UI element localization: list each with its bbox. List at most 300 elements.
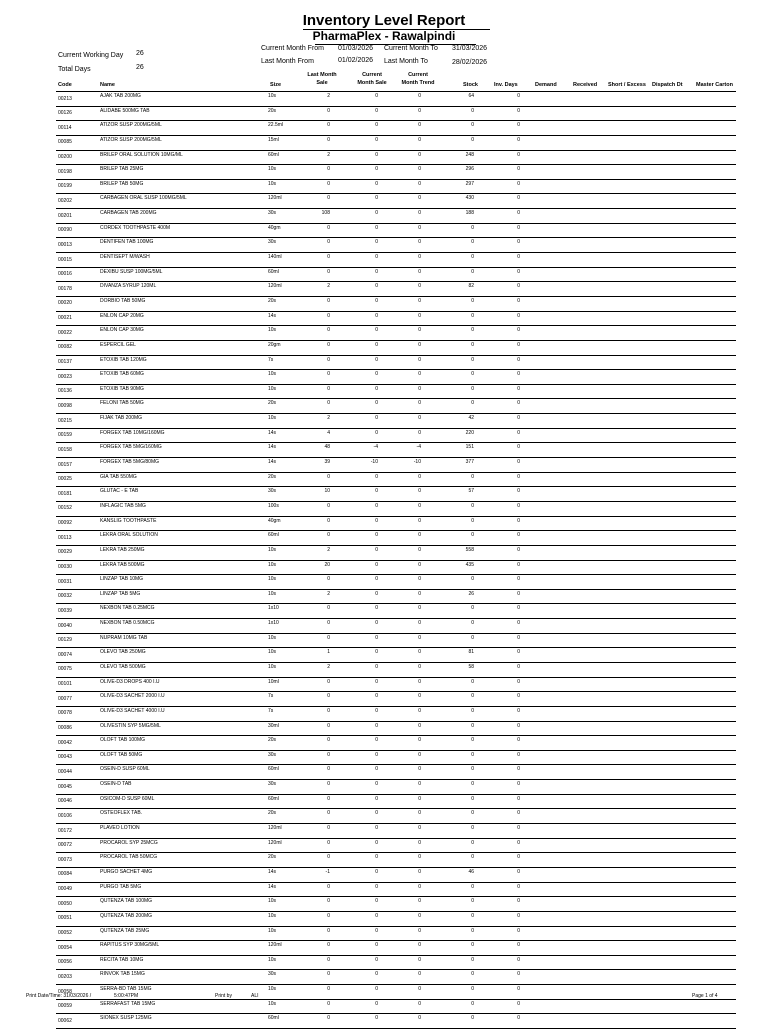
cell-size: 14s [268, 883, 277, 890]
cell-last-month-sale: 0 [327, 517, 330, 524]
cell-current-month-sale: 0 [375, 385, 378, 392]
cell-code: 00200 [58, 154, 72, 161]
cell-last-month-sale: 0 [327, 971, 330, 978]
cell-size: 140ml [268, 254, 282, 261]
table-row [56, 502, 736, 517]
cell-stock: 0 [471, 898, 474, 905]
cell-size: 100s [268, 502, 279, 509]
cell-inv-days: 0 [517, 576, 520, 583]
col-name: Name [100, 82, 115, 88]
cell-inv-days: 0 [517, 283, 520, 290]
cell-last-month-sale: 2 [327, 93, 330, 99]
cell-name: KANSLIG TOOTHPASTE [100, 517, 157, 524]
cell-current-month-trend: 0 [418, 634, 421, 641]
page-number: Page 1 of 4 [692, 993, 718, 999]
cell-last-month-sale: 108 [321, 210, 330, 217]
cell-last-month-sale: 0 [327, 839, 330, 846]
table-row [56, 312, 736, 327]
table-row [56, 473, 736, 488]
cell-code: 00082 [58, 344, 72, 351]
cell-size: 120ml [268, 942, 282, 949]
cell-name: QUTENZA TAB 200MG [100, 912, 153, 919]
cell-code: 00159 [58, 432, 72, 439]
cell-last-month-sale: 0 [327, 180, 330, 187]
cell-current-month-sale: 0 [375, 751, 378, 758]
table-row [56, 795, 736, 810]
cell-stock: 46 [468, 868, 474, 875]
cell-last-month-sale: 0 [327, 224, 330, 231]
cell-current-month-trend: 0 [418, 810, 421, 817]
cell-size: 10s [268, 576, 277, 583]
cell-current-month-trend: 0 [418, 151, 421, 158]
table-row [56, 619, 736, 634]
cell-current-month-sale: 0 [375, 942, 378, 949]
cell-code: 00015 [58, 256, 72, 263]
cell-current-month-trend: 0 [418, 136, 421, 143]
cell-size: 10s [268, 590, 277, 597]
cell-last-month-sale: 0 [327, 751, 330, 758]
cell-current-month-sale: 0 [375, 839, 378, 846]
cell-size: 30s [268, 239, 277, 246]
print-date-label: Print Date/Time: 31/03/2026 / [26, 993, 92, 999]
table-row [56, 985, 736, 1000]
cell-code: 00213 [58, 95, 72, 102]
cell-current-month-sale: 0 [375, 239, 378, 246]
cell-size: 60ml [268, 1015, 279, 1022]
cell-current-month-trend: 0 [418, 971, 421, 978]
cell-code: 00090 [58, 227, 72, 234]
cell-name: FIJAK TAB 200MG [100, 415, 143, 422]
cell-name: BRILEP TAB 25MG [100, 166, 144, 173]
cell-last-month-sale: 0 [327, 722, 330, 729]
cell-stock: 0 [471, 825, 474, 832]
cell-stock: 0 [471, 107, 474, 114]
cell-last-month-sale: 0 [327, 254, 330, 261]
table-row [56, 151, 736, 166]
cell-inv-days: 0 [517, 854, 520, 861]
cell-inv-days: 0 [517, 678, 520, 685]
table-row [56, 561, 736, 576]
cell-code: 00136 [58, 388, 72, 395]
cell-name: FORGEX TAB 10MG/160MG [100, 429, 165, 436]
cell-inv-days: 0 [517, 122, 520, 129]
cell-name: OLIVESTIN SYP 5MG/5ML [100, 722, 161, 729]
cell-current-month-sale: 0 [375, 107, 378, 114]
cell-inv-days: 0 [517, 561, 520, 568]
cell-stock: 0 [471, 327, 474, 334]
cell-stock: 0 [471, 224, 474, 231]
col-current-month-sale-1: Current [362, 72, 382, 78]
cell-current-month-trend: 0 [418, 986, 421, 993]
cell-inv-days: 0 [517, 107, 520, 114]
cell-stock: 0 [471, 517, 474, 524]
cell-code: 00046 [58, 798, 72, 805]
cell-stock: 0 [471, 136, 474, 143]
cell-code: 00199 [58, 183, 72, 190]
cell-inv-days: 0 [517, 400, 520, 407]
cell-code: 00098 [58, 402, 72, 409]
cell-current-month-sale: 0 [375, 766, 378, 773]
cell-stock: 0 [471, 634, 474, 641]
cell-code: 00101 [58, 681, 72, 688]
cell-size: 10s [268, 180, 277, 187]
cell-current-month-trend: 0 [418, 341, 421, 348]
cell-code: 00062 [58, 1017, 72, 1024]
cell-current-month-trend: 0 [418, 883, 421, 890]
cell-name: OLOFT TAB 50MG [100, 751, 143, 758]
cell-last-month-sale: 0 [327, 327, 330, 334]
cell-current-month-sale: 0 [375, 224, 378, 231]
cell-name: LINZAP TAB 10MG [100, 576, 144, 583]
current-month-to-value: 31/03/2026 [452, 45, 488, 52]
cell-inv-days: 0 [517, 210, 520, 217]
cell-size: 10s [268, 166, 277, 173]
cell-current-month-trend: 0 [418, 122, 421, 129]
cell-name: PURGO TAB 5MG [100, 883, 142, 890]
cell-name: LINZAP TAB 5MG [100, 590, 141, 597]
cell-name: DEXIBU SUSP 100MG/5ML [100, 268, 163, 275]
cell-stock: 0 [471, 576, 474, 583]
cell-name: OSEIN-D SUSP 60ML [100, 766, 150, 773]
cell-current-month-sale: 0 [375, 283, 378, 290]
cell-inv-days: 0 [517, 517, 520, 524]
cell-code: 00203 [58, 973, 72, 980]
table-row [56, 282, 736, 297]
cell-code: 00016 [58, 271, 72, 278]
cell-name: FELONI TAB 50MG [100, 400, 144, 407]
cell-last-month-sale: 0 [327, 532, 330, 539]
last-month-to-value: 28/02/2026 [452, 59, 488, 66]
table-row [56, 839, 736, 854]
cell-code: 00126 [58, 110, 72, 117]
cell-stock: 558 [465, 546, 474, 553]
cell-last-month-sale: 0 [327, 371, 330, 378]
table-row [56, 399, 736, 414]
cell-name: NUPRAM 10MG TAB [100, 634, 148, 641]
cell-name: ENLON CAP 30MG [100, 327, 144, 334]
cell-last-month-sale: 0 [327, 1015, 330, 1022]
cell-stock: 0 [471, 971, 474, 978]
cell-size: 1x10 [268, 605, 279, 612]
table-row [56, 487, 736, 502]
cell-current-month-trend: 0 [418, 854, 421, 861]
cell-inv-days: 0 [517, 268, 520, 275]
cell-current-month-sale: 0 [375, 605, 378, 612]
cell-current-month-trend: 0 [418, 605, 421, 612]
cell-stock: 0 [471, 532, 474, 539]
cell-current-month-sale: 0 [375, 854, 378, 861]
cell-code: 00058 [58, 988, 72, 995]
cell-current-month-sale: 0 [375, 268, 378, 275]
cell-current-month-sale: 0 [375, 429, 378, 436]
cell-code: 00181 [58, 490, 72, 497]
cell-current-month-trend: 0 [418, 429, 421, 436]
cell-inv-days: 0 [517, 546, 520, 553]
cell-stock: 0 [471, 707, 474, 714]
cell-size: 14s [268, 312, 277, 319]
cell-last-month-sale: 2 [327, 151, 330, 158]
inventory-table-body [0, 92, 768, 1029]
cell-current-month-sale: 0 [375, 1000, 378, 1007]
cell-name: LEKRA ORAL SOLUTION [100, 532, 158, 539]
cell-inv-days: 0 [517, 634, 520, 641]
table-row [56, 736, 736, 751]
cell-current-month-sale: 0 [375, 898, 378, 905]
col-master-carton: Master Carton [696, 82, 733, 88]
cell-inv-days: 0 [517, 136, 520, 143]
table-row [56, 194, 736, 209]
cell-code: 00042 [58, 739, 72, 746]
cell-current-month-sale: 0 [375, 517, 378, 524]
table-row [56, 648, 736, 663]
cell-size: 60ml [268, 268, 279, 275]
cell-inv-days: 0 [517, 1015, 520, 1022]
table-row [56, 121, 736, 136]
last-month-to-label: Last Month To [384, 58, 428, 65]
cell-stock: 0 [471, 883, 474, 890]
cell-name: PROCAROL SYP 25MCG [100, 839, 158, 846]
cell-size: 120ml [268, 825, 282, 832]
cell-size: 20s [268, 400, 277, 407]
cell-size: 30s [268, 781, 277, 788]
cell-size: 10s [268, 371, 277, 378]
cell-name: AJAK TAB 200MG [100, 93, 141, 99]
cell-name: QUTENZA TAB 25MG [100, 927, 150, 934]
cell-size: 120ml [268, 195, 282, 202]
cell-size: 20s [268, 810, 277, 817]
col-received: Received [573, 82, 598, 88]
cell-current-month-trend: 0 [418, 488, 421, 495]
cell-inv-days: 0 [517, 649, 520, 656]
cell-size: 10s [268, 634, 277, 641]
cell-last-month-sale: 0 [327, 883, 330, 890]
table-row [56, 707, 736, 722]
cell-stock: 0 [471, 297, 474, 304]
cell-stock: 435 [465, 561, 474, 568]
cell-inv-days: 0 [517, 1000, 520, 1007]
cell-inv-days: 0 [517, 502, 520, 509]
cell-name: OSICOM-D SUSP 60ML [100, 795, 155, 802]
cell-code: 00086 [58, 725, 72, 732]
cell-stock: 0 [471, 678, 474, 685]
cell-last-month-sale: 1 [327, 649, 330, 656]
table-row [56, 780, 736, 795]
cell-code: 00054 [58, 944, 72, 951]
total-days-label: Total Days [58, 66, 91, 73]
cell-name: GIA TAB 550MG [100, 473, 137, 480]
cell-inv-days: 0 [517, 693, 520, 700]
cell-size: 10s [268, 546, 277, 553]
cell-inv-days: 0 [517, 371, 520, 378]
cell-name: RINVOK TAB 15MG [100, 971, 145, 978]
cell-code: 00031 [58, 578, 72, 585]
cell-inv-days: 0 [517, 620, 520, 627]
cell-current-month-trend: 0 [418, 400, 421, 407]
cell-size: 22.5ml [268, 122, 284, 129]
cell-current-month-trend: -4 [416, 444, 421, 451]
cell-current-month-sale: 0 [375, 722, 378, 729]
cell-size: 10s [268, 956, 277, 963]
cell-current-month-trend: 0 [418, 502, 421, 509]
cell-current-month-sale: 0 [375, 590, 378, 597]
last-month-from-value: 01/02/2026 [338, 57, 374, 64]
cell-code: 00129 [58, 637, 72, 644]
cell-current-month-trend: 0 [418, 663, 421, 670]
last-month-from-label: Last Month From [261, 58, 314, 65]
cell-inv-days: 0 [517, 532, 520, 539]
cell-current-month-sale: 0 [375, 1015, 378, 1022]
cell-inv-days: 0 [517, 751, 520, 758]
cell-current-month-trend: 0 [418, 942, 421, 949]
cell-code: 00113 [58, 534, 72, 541]
cell-stock: 0 [471, 268, 474, 275]
company-name: PharmaPlex - Rawalpindi [312, 29, 456, 43]
cell-stock: 82 [468, 283, 474, 290]
cell-current-month-sale: 0 [375, 868, 378, 875]
cell-size: 10s [268, 1000, 277, 1007]
cell-name: PROCAROL TAB 50MCG [100, 854, 158, 861]
cell-current-month-sale: 0 [375, 473, 378, 480]
table-row [56, 590, 736, 605]
cell-stock: 248 [465, 151, 474, 158]
cell-current-month-sale: 0 [375, 488, 378, 495]
table-row [56, 604, 736, 619]
table-row [56, 956, 736, 971]
cell-name: NEXBON TAB 0.25MCG [100, 605, 155, 612]
cell-current-month-sale: 0 [375, 210, 378, 217]
cell-inv-days: 0 [517, 312, 520, 319]
cell-code: 00073 [58, 856, 72, 863]
cell-current-month-trend: 0 [418, 312, 421, 319]
cell-inv-days: 0 [517, 195, 520, 202]
cell-stock: 0 [471, 1015, 474, 1022]
cell-name: BRILEP ORAL SOLUTION 10MG/ML [100, 151, 183, 158]
cell-stock: 0 [471, 312, 474, 319]
cell-name: NEXBON TAB 0.50MCG [100, 620, 155, 627]
cell-last-month-sale: 2 [327, 546, 330, 553]
cell-code: 00201 [58, 212, 72, 219]
cell-last-month-sale: 0 [327, 707, 330, 714]
cell-inv-days: 0 [517, 825, 520, 832]
table-row [56, 897, 736, 912]
cell-code: 00137 [58, 359, 72, 366]
cell-current-month-sale: 0 [375, 166, 378, 173]
table-row [56, 751, 736, 766]
cell-inv-days: 0 [517, 356, 520, 363]
cell-code: 00043 [58, 754, 72, 761]
cell-current-month-trend: 0 [418, 839, 421, 846]
cell-code: 00215 [58, 417, 72, 424]
cell-stock: 0 [471, 400, 474, 407]
cell-inv-days: 0 [517, 722, 520, 729]
cell-current-month-trend: 0 [418, 678, 421, 685]
cell-last-month-sale: 0 [327, 956, 330, 963]
table-row [56, 824, 736, 839]
cell-stock: 0 [471, 1000, 474, 1007]
cell-current-month-trend: 0 [418, 1000, 421, 1007]
cell-code: 00023 [58, 373, 72, 380]
cell-name: ETOXIB TAB 90MG [100, 385, 144, 392]
cell-last-month-sale: 0 [327, 942, 330, 949]
cell-name: OSEIN-D TAB [100, 781, 132, 788]
cell-current-month-sale: 0 [375, 297, 378, 304]
cell-current-month-trend: 0 [418, 751, 421, 758]
cell-name: ALIDABE 500MG TAB [100, 107, 150, 114]
cell-code: 00198 [58, 168, 72, 175]
cell-code: 00077 [58, 695, 72, 702]
cell-name: SERRAFAST TAB 15MG [100, 1000, 156, 1007]
cell-code: 00056 [58, 959, 72, 966]
cell-inv-days: 0 [517, 707, 520, 714]
cell-stock: 57 [468, 488, 474, 495]
cell-code: 00051 [58, 915, 72, 922]
cell-code: 00072 [58, 842, 72, 849]
table-row [56, 575, 736, 590]
cell-last-month-sale: 0 [327, 136, 330, 143]
cell-inv-days: 0 [517, 927, 520, 934]
cell-name: LEKRA TAB 500MG [100, 561, 145, 568]
cell-last-month-sale: 2 [327, 590, 330, 597]
cell-current-month-trend: 0 [418, 210, 421, 217]
cell-current-month-sale: 0 [375, 781, 378, 788]
cell-stock: 0 [471, 356, 474, 363]
cell-stock: 0 [471, 839, 474, 846]
cell-last-month-sale: 0 [327, 576, 330, 583]
cell-current-month-trend: 0 [418, 517, 421, 524]
cell-stock: 188 [465, 210, 474, 217]
cell-inv-days: 0 [517, 254, 520, 261]
cell-stock: 151 [465, 444, 474, 451]
cell-last-month-sale: 0 [327, 912, 330, 919]
cell-size: 14s [268, 459, 277, 466]
table-row [56, 443, 736, 458]
cell-name: CORDEX TOOTHPASTE 400M [100, 224, 171, 231]
cell-last-month-sale: 0 [327, 297, 330, 304]
cell-last-month-sale: 0 [327, 737, 330, 744]
cell-size: 10s [268, 663, 277, 670]
cell-code: 00074 [58, 651, 72, 658]
table-row [56, 970, 736, 985]
cell-inv-days: 0 [517, 327, 520, 334]
cell-size: 60ml [268, 151, 279, 158]
table-row [56, 92, 736, 107]
table-row [56, 941, 736, 956]
cell-current-month-trend: 0 [418, 297, 421, 304]
cell-name: CARBAGEN ORAL SUSP 100MG/5ML [100, 195, 187, 202]
cell-current-month-trend: 0 [418, 649, 421, 656]
cell-current-month-trend: 0 [418, 532, 421, 539]
cell-last-month-sale: 0 [327, 781, 330, 788]
cell-size: 20s [268, 107, 277, 114]
cell-size: 20s [268, 297, 277, 304]
cell-size: 14s [268, 868, 277, 875]
cell-size: 10s [268, 561, 277, 568]
table-row [56, 458, 736, 473]
cell-stock: 0 [471, 795, 474, 802]
cell-size: 7s [268, 356, 274, 363]
cell-name: OLIVE-D3 DROPS 400 I.U [100, 678, 160, 685]
cell-stock: 297 [465, 180, 474, 187]
table-row [56, 341, 736, 356]
table-row [56, 238, 736, 253]
cell-last-month-sale: 0 [327, 400, 330, 407]
cell-current-month-sale: 0 [375, 986, 378, 993]
cell-current-month-trend: 0 [418, 707, 421, 714]
table-row [56, 414, 736, 429]
cell-stock: 64 [468, 93, 474, 99]
cell-code: 00114 [58, 124, 72, 131]
cell-last-month-sale: 0 [327, 678, 330, 685]
